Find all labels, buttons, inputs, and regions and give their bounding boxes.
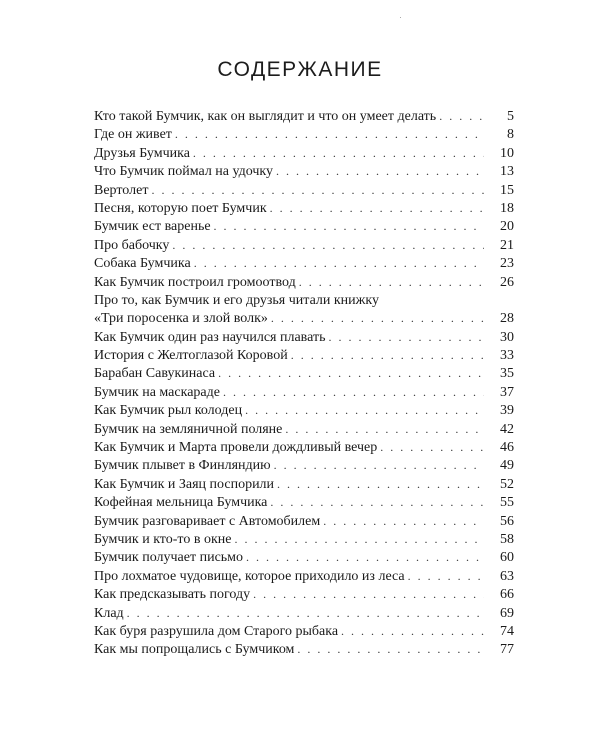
toc-entry-title: Собака Бумчика [94, 256, 191, 272]
toc-entry [94, 420, 514, 438]
toc-entry [94, 364, 514, 382]
toc-entry [94, 512, 514, 530]
toc-dot-leader [223, 383, 484, 401]
toc-entry [94, 254, 514, 272]
toc-entry-page-number: 30 [500, 329, 514, 345]
toc-entry-title: Песня, которую поет Бумчик [94, 200, 267, 216]
toc-entry-title: Как Бумчик один раз научился плавать [94, 329, 326, 345]
toc-entry-page-number: 23 [500, 256, 514, 272]
toc-dot-leader [193, 144, 484, 162]
toc-dot-leader [408, 567, 484, 585]
toc-dot-leader [297, 640, 484, 658]
toc-dot-leader [328, 328, 484, 346]
toc-entry-page-number: 18 [500, 200, 514, 216]
toc-entry [94, 530, 514, 548]
toc-entry [94, 475, 514, 493]
toc-entry [94, 346, 514, 364]
toc-entry [94, 273, 514, 291]
toc-entry [94, 328, 514, 346]
toc-entry-title: «Три поросенка и злой волк» [94, 311, 268, 327]
toc-entry-title: Барабан Савукинаса [94, 366, 216, 382]
toc-entry-page-number: 39 [500, 403, 514, 419]
toc-entry-page-number: 69 [500, 605, 514, 621]
toc-dot-leader [276, 162, 484, 180]
toc-entry-page-number: 74 [500, 623, 514, 639]
toc-entry-page-number: 55 [500, 495, 514, 511]
toc-entry [94, 604, 514, 622]
toc-dot-leader [271, 309, 484, 327]
toc-entry-title: Как предсказывать погоду [94, 587, 251, 603]
toc-entry-title: Как Бумчик построил громоотвод [94, 274, 296, 290]
toc-entry-page-number: 21 [500, 237, 514, 253]
toc-entry-page-number: 26 [500, 274, 514, 290]
toc-entry-title: Бумчик разговаривает с Автомобилем [94, 513, 321, 529]
toc-dot-leader [218, 364, 484, 382]
toc-entry-title: Кто такой Бумчик, как он выглядит и что он умеет делать [94, 109, 437, 124]
toc-dot-leader [151, 181, 484, 199]
toc-entry [94, 585, 514, 603]
toc-entry [94, 309, 514, 327]
toc-dot-leader [341, 622, 484, 640]
page-title: СОДЕРЖАНИЕ [217, 58, 383, 81]
toc-entry [94, 144, 514, 162]
toc-dot-leader [439, 107, 484, 125]
toc-dot-leader [291, 346, 484, 364]
table-of-contents [94, 107, 514, 659]
toc-entry-title: Как Бумчик и Марта провели дождливый вечер [94, 440, 378, 456]
paper-speck [400, 17, 401, 18]
toc-entry-title: Кофейная мельница Бумчика [94, 495, 268, 511]
toc-entry [94, 383, 514, 401]
toc-entry-page-number: 10 [500, 145, 514, 161]
toc-entry [94, 567, 514, 585]
toc-dot-leader [277, 475, 484, 493]
toc-entry [94, 107, 514, 125]
toc-entry [94, 291, 514, 309]
toc-entry [94, 401, 514, 419]
toc-entry-page-number: 66 [500, 587, 514, 603]
toc-entry [94, 125, 514, 143]
toc-dot-leader [175, 125, 484, 143]
toc-entry-title: История с Желтоглазой Коровой [94, 348, 288, 364]
toc-dot-leader [127, 604, 484, 622]
toc-entry-title: Как буря разрушила дом Старого рыбака [94, 623, 339, 639]
toc-dot-leader [299, 273, 484, 291]
toc-entry-page-number: 8 [507, 127, 514, 143]
toc-entry-title: Как мы попрощались с Бумчиком [94, 642, 295, 658]
toc-entry-title: Про то, как Бумчик и его друзья читали книжку [94, 292, 379, 308]
toc-entry-page-number: 60 [500, 550, 514, 566]
toc-dot-leader [172, 236, 484, 254]
toc-entry-title: Про бабочку [94, 237, 170, 253]
toc-entry-title: Где он живет [94, 127, 172, 143]
toc-entry [94, 162, 514, 180]
toc-entry-page-number: 35 [500, 366, 514, 382]
toc-dot-leader [323, 512, 484, 530]
toc-dot-leader [253, 585, 484, 603]
toc-entry-page-number: 56 [500, 513, 514, 529]
toc-entry-title: Бумчик на маскараде [94, 384, 220, 400]
toc-entry-title: Бумчик получает письмо [94, 550, 244, 566]
toc-dot-leader [245, 401, 484, 419]
toc-entry [94, 438, 514, 456]
toc-dot-leader [246, 548, 484, 566]
toc-entry [94, 640, 514, 658]
toc-entry-title: Бумчик и кто-то в окне [94, 531, 232, 547]
toc-entry-page-number: 15 [500, 182, 514, 198]
toc-dot-leader [274, 456, 484, 474]
toc-entry-page-number: 28 [500, 311, 514, 327]
toc-entry-title: Друзья Бумчика [94, 145, 190, 161]
toc-entry-page-number: 58 [500, 531, 514, 547]
toc-entry-page-number: 20 [500, 219, 514, 235]
toc-entry [94, 622, 514, 640]
toc-entry-title: Клад [94, 605, 124, 621]
toc-dot-leader [380, 438, 484, 456]
toc-entry-page-number: 5 [507, 109, 514, 124]
toc-entry [94, 181, 514, 199]
toc-dot-leader [270, 493, 484, 511]
toc-entry [94, 236, 514, 254]
toc-entry-page-number: 42 [500, 421, 514, 437]
toc-entry-page-number: 33 [500, 348, 514, 364]
toc-entry-title: Бумчик плывет в Финляндию [94, 458, 271, 474]
toc-entry-title: Как Бумчик рыл колодец [94, 403, 243, 419]
toc-entry-title: Как Бумчик и Заяц поспорили [94, 476, 275, 492]
toc-entry-page-number: 49 [500, 458, 514, 474]
toc-dot-leader [234, 530, 484, 548]
toc-dot-leader [270, 199, 484, 217]
toc-entry-title: Вертолет [94, 182, 149, 198]
toc-entry-title: Что Бумчик поймал на удочку [94, 164, 274, 180]
toc-entry [94, 456, 514, 474]
toc-entry-page-number: 13 [500, 164, 514, 180]
toc-entry-title: Бумчик ест варенье [94, 219, 211, 235]
toc-entry [94, 493, 514, 511]
toc-dot-leader [214, 217, 484, 235]
toc-entry-page-number: 63 [500, 568, 514, 584]
toc-entry [94, 199, 514, 217]
toc-entry-page-number: 52 [500, 476, 514, 492]
toc-entry-page-number: 46 [500, 440, 514, 456]
toc-dot-leader [285, 420, 484, 438]
toc-entry-page-number: 37 [500, 384, 514, 400]
toc-dot-leader [194, 254, 484, 272]
toc-entry [94, 217, 514, 235]
toc-entry-title: Бумчик на земляничной поляне [94, 421, 283, 437]
toc-entry-title: Про лохматое чудовище, которое приходило из леса [94, 568, 405, 584]
toc-entry [94, 548, 514, 566]
toc-entry-page-number: 77 [500, 642, 514, 658]
